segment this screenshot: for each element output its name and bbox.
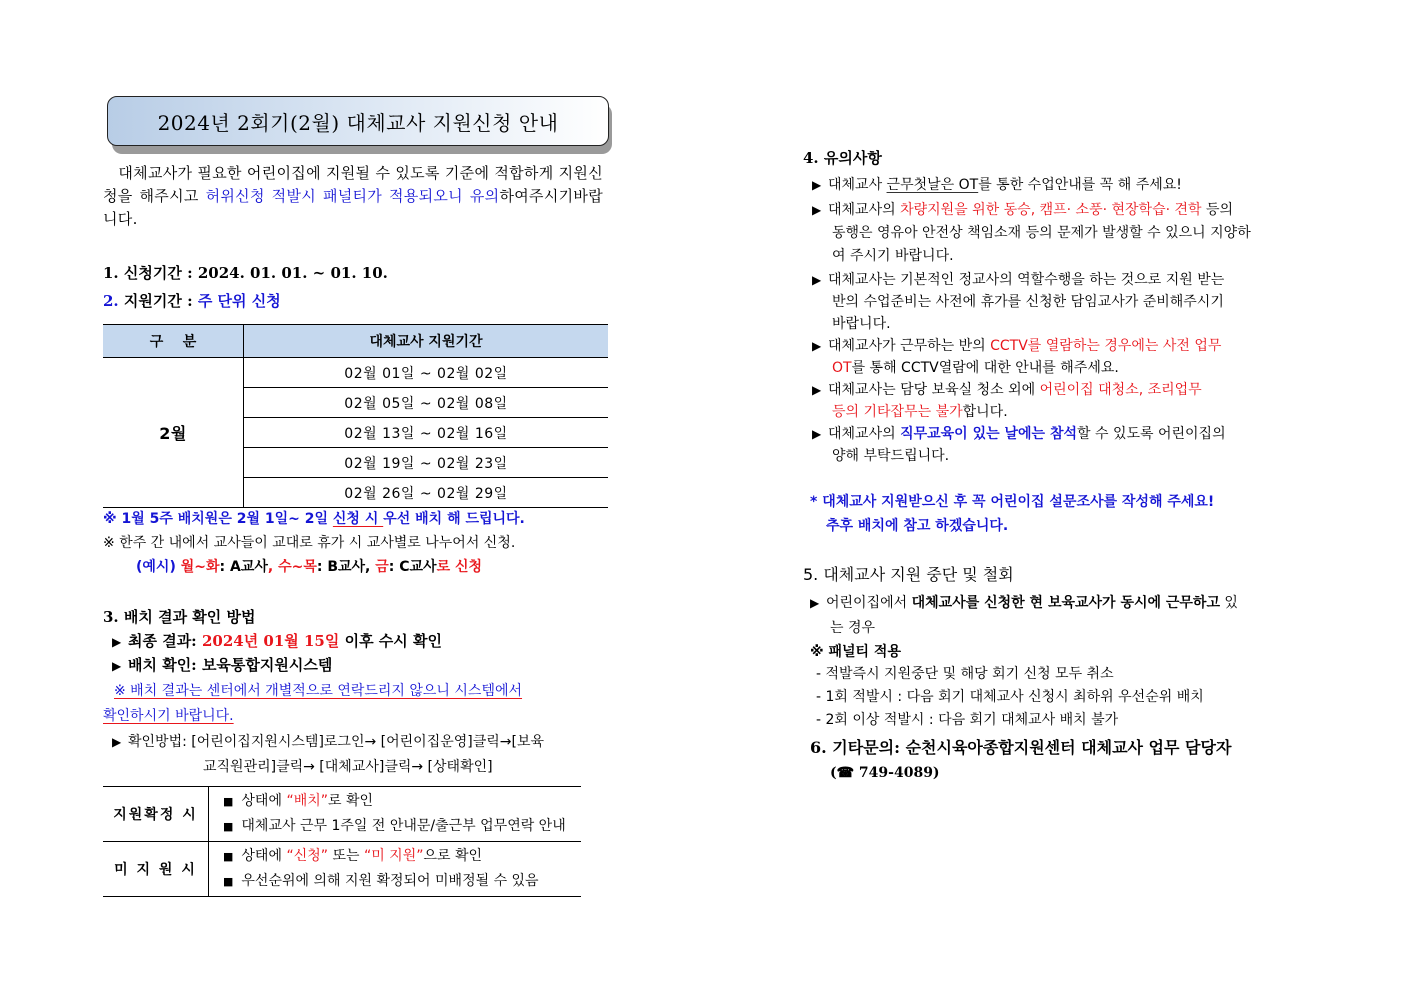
survey-notice-line-1 [810,491,1214,513]
caution-continuation: 바랍니다. [832,316,891,332]
section-1-application-period [103,262,388,284]
caution-text: 대체교사의 [828,202,901,218]
status-item-mid: 또는 [328,848,364,864]
check-method-line-2 [203,756,493,778]
example-teacher-3: : C교사 [388,559,437,575]
status-item-highlight: “배치” [286,793,328,809]
status-items-confirmed [209,787,582,842]
section-2-value: 주 단위 신청 [197,292,281,310]
withdrawal-text: 어린이집에서 [826,595,912,611]
triangle-bullet-icon: ▶ [812,178,822,192]
caution-text: 대체교사는 담당 보육실 청소 외에 [828,382,1040,398]
caution-highlight: CCTV를 열람하는 경우에는 사전 업무 [990,338,1222,354]
caution-continuation: 여 주시기 바랍니다. [832,248,954,264]
check-method-text-2: 교직원관리]클릭→ [대체교사]클릭→ [상태확인] [203,759,493,775]
intro-paragraph [103,162,603,231]
status-item-highlight: “신청” [286,848,328,864]
placement-check-line [112,654,332,677]
triangle-bullet-icon: ▶ [812,339,822,353]
triangle-bullet-icon: ▶ [112,635,122,649]
caution-text-tail: 할 수 있도록 어린이집의 [1077,426,1226,442]
survey-notice-text-2: 추후 배치에 참고 하겠습니다. [826,518,1009,534]
penalty-list [810,663,1310,732]
example-teacher-1: : A교사 [219,559,268,575]
example-days-1: 월~화 [180,559,220,575]
status-item-text: 대체교사 근무 1주일 전 안내문/출근부 업무연락 안내 [241,818,566,834]
status-item-text: 상태에 [241,793,287,809]
section-4-heading-text: 4. 유의사항 [803,149,882,167]
placement-notice-text-2: 확인하시기 바랍니다. [103,708,234,724]
triangle-bullet-icon: ▶ [812,383,822,397]
placement-notice-line-1 [114,680,540,702]
section-6-heading [810,735,1231,758]
section-1-value: 2024. 01. 01. ~ 01. 10. [197,264,388,282]
status-label-not-supported: 미 지 원 시 [103,842,209,897]
triangle-bullet-icon: ▶ [812,203,822,217]
note-alternate [103,532,515,554]
status-item-highlight-2: “미 지원” [363,848,424,864]
section-5-heading [803,562,1014,585]
withdrawal-continuation: 는 경우 [830,620,876,636]
final-result-line [112,630,442,653]
section-2-support-period [103,290,281,312]
withdrawal-condition [810,591,1310,641]
table-header-category: 구 분 [103,325,244,358]
withdrawal-tail: 있 [1219,595,1238,611]
note-alternate-text: ※ 한주 간 내에서 교사들이 교대로 휴가 시 교사별로 나누어서 신청. [103,535,516,551]
note-week5-underlined: 신청 시 [332,511,384,527]
survey-notice-line-2 [826,515,1008,537]
section-2-label: 지원기간 : [118,292,198,310]
caution-item [812,379,1307,423]
status-item-text: 우선순위에 의해 지원 확정되어 미배정될 수 있음 [241,873,539,889]
caution-text: 대체교사가 근무하는 반의 [828,338,991,354]
final-result-tail: 이후 수시 확인 [339,632,442,650]
status-item [223,844,581,869]
status-item [223,814,581,839]
section-4-heading [803,147,882,169]
caution-underlined: 근무첫날은 OT [886,177,979,193]
caution-highlight: 직무교육이 있는 날에는 참석 [900,426,1077,442]
final-result-date: 2024년 01월 15일 [201,632,340,650]
support-period-table [103,324,608,508]
caution-item [812,269,1307,335]
caution-highlight: 어린이집 대청소, 조리업무 [1039,382,1202,398]
page-title-text: 2024년 2회기(2월) 대체교사 지원신청 안내 [157,110,559,135]
status-item [223,869,581,894]
status-item-text: 상태에 [241,848,287,864]
caution-text-tail: 를 통한 수업안내를 꼭 해 주세요! [978,177,1182,193]
caution-text-tail: 등의 [1201,202,1234,218]
check-method-line-1 [112,731,544,753]
penalty-item: - 1회 적발시 : 다음 회기 대체교사 신청시 최하위 우선순위 배치 [816,689,1204,705]
intro-text-end: 하여주시기바랍니다. [103,187,603,228]
withdrawal-bold: 대체교사를 신청한 현 보육교사가 동시에 근무하고 [911,595,1220,611]
penalty-item: - 2회 이상 적발시 : 다음 회기 대체교사 배치 불가 [816,712,1119,728]
caution-item [812,335,1307,379]
caution-text: 대체교사 [828,177,887,193]
caution-text-tail: 를 통해 CCTV열람에 대한 안내를 해주세요. [851,360,1119,376]
triangle-bullet-icon: ▶ [112,735,122,749]
example-tail: 로 신청 [436,559,483,575]
period-cell: 02월 05일 ~ 02월 08일 [244,388,609,418]
intro-warning: 허위신청 적발시 패널티가 적용되오니 유의 [205,187,500,205]
section-5-heading-text: 5. 대체교사 지원 중단 및 철회 [803,565,1014,584]
table-row [103,358,608,388]
status-label-confirmed: 지원확정 시 [103,787,209,842]
caution-item [812,423,1307,467]
note-week5-tail: 우선 배치 해 드립니다. [383,511,525,527]
section-1-label: 1. 신청기간 : [103,264,198,282]
section-6-heading-text: 6. 기타문의: 순천시육아종합지원센터 대체교사 업무 담당자 [810,738,1232,757]
section-5-body [810,591,1310,732]
example-days-2: 수~목 [278,559,317,575]
note-week5-text: ※ 1월 5주 배치원은 2월 1일~ 2일 [103,511,333,527]
table-row [103,842,581,897]
triangle-bullet-icon: ▶ [812,273,822,287]
status-items-not-supported [209,842,582,897]
square-bullet-icon: ■ [223,820,234,833]
triangle-bullet-icon: ▶ [812,427,822,441]
example-sep: , [267,559,279,575]
phone-number: (☎ 749-4089) [830,765,940,781]
caution-text-tail: 합니다. [962,404,1008,420]
period-cell: 02월 19일 ~ 02월 23일 [244,448,609,478]
caution-text: 대체교사는 기본적인 정교사의 역할수행을 하는 것으로 지원 받는 [828,272,1225,288]
caution-continuation: 동행은 영유아 안전상 책임소재 등의 문제가 발생할 수 있으니 지양하 [832,225,1251,241]
intro-text: 대체교사가 필요한 어린이집에 지원될 수 있도록 기준에 적합하게 지원신청을 해주시고 [103,164,603,205]
period-cell: 02월 01일 ~ 02월 02일 [244,358,609,388]
check-method-text-1: 확인방법: [어린이집지원시스템]로그인→ [어린이집운영]클릭→[보육 [128,734,545,750]
section-2-number: 2. [103,292,119,310]
placement-check-text: 배치 확인: 보육통합지원시스템 [128,656,333,674]
example-days-3: 금 [375,559,389,575]
section-3-heading [103,606,255,628]
caution-item [812,174,1307,197]
note-week5 [103,508,525,530]
status-item-tail: 으로 확인 [423,848,483,864]
square-bullet-icon: ■ [223,795,234,808]
caution-text: 대체교사의 [828,426,901,442]
status-item-tail: 로 확인 [328,793,374,809]
month-cell: 2월 [103,358,244,508]
table-row [103,787,581,842]
period-cell: 02월 26일 ~ 02월 29일 [244,478,609,508]
status-item [223,789,581,814]
note-example [136,556,482,578]
triangle-bullet-icon: ▶ [810,596,820,610]
caution-highlight: 차량지원을 위한 동승, 캠프· 소풍· 현장학습· 견학 [900,202,1202,218]
penalty-item: - 적발즉시 지원중단 및 해당 회기 신청 모두 취소 [816,666,1114,682]
caution-item [812,199,1307,268]
triangle-bullet-icon: ▶ [112,659,122,673]
example-teacher-2: : B교사, [316,559,376,575]
contact-phone [830,765,940,781]
caution-continuation: 반의 수업준비는 사전에 휴가를 신청한 담임교사가 준비해주시기 [832,294,1224,310]
page-title [107,96,609,146]
placement-notice-text-1: ※ 배치 결과는 센터에서 개별적으로 연락드리지 않으니 시스템에서 [114,683,523,699]
square-bullet-icon: ■ [223,850,234,863]
square-bullet-icon: ■ [223,875,234,888]
section-3-heading-text: 3. 배치 결과 확인 방법 [103,608,256,626]
example-label: (예시) [136,559,181,575]
status-table [103,786,581,897]
final-result-label: 최종 결과: [128,632,202,650]
table-header-period: 대체교사 지원기간 [244,325,609,358]
caution-highlight: 등의 기타잡무는 불가 [832,404,963,420]
caution-highlight: OT [832,360,852,376]
survey-notice-text-1: * 대체교사 지원받으신 후 꼭 어린이집 설문조사를 작성해 주세요! [810,494,1215,510]
period-cell: 02월 13일 ~ 02월 16일 [244,418,609,448]
caution-list [812,174,1307,467]
penalty-heading: ※ 패널티 적용 [810,644,901,660]
caution-continuation: 양해 부탁드립니다. [832,448,950,464]
placement-notice-line-2 [103,705,243,727]
